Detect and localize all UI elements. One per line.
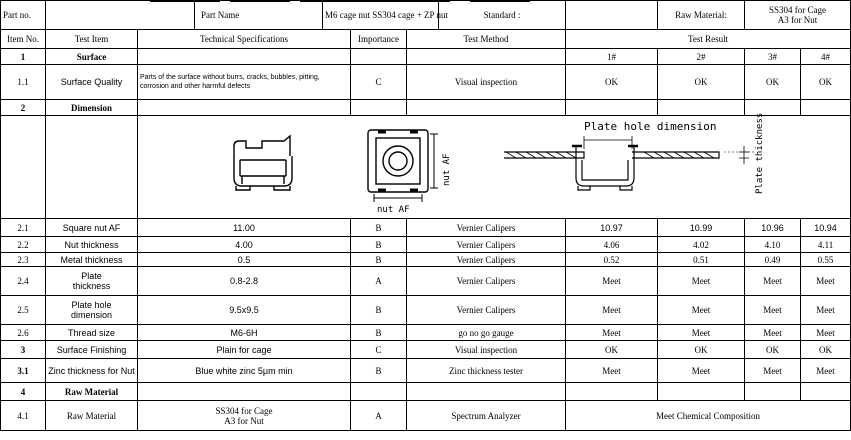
result-cell: 10.94 [801, 219, 851, 237]
result-cell: 10.96 [745, 219, 801, 237]
importance: B [351, 296, 407, 325]
tech-spec: 9.5x9.5 [138, 296, 351, 325]
part-name-label: Part Name [195, 1, 323, 30]
section-dimension-row [1, 100, 851, 116]
test-method: Visual inspection [407, 341, 566, 359]
result-cell: Meet [745, 267, 801, 296]
front-view [368, 130, 438, 202]
item-no: 3.1 [1, 359, 46, 383]
test-item-line: Plate hole [71, 300, 112, 310]
section-no: 2 [1, 100, 46, 116]
tech-spec: M6-6H [138, 325, 351, 341]
item-no: 3 [1, 341, 46, 359]
result-cell: 10.97 [566, 219, 658, 237]
result-cell: 4.02 [658, 237, 745, 253]
test-item-line: Plate [81, 271, 102, 281]
raw-material-nut: A3 for Nut [777, 15, 818, 25]
plate-section-view [504, 136, 754, 190]
item-no: 2.3 [1, 253, 46, 267]
item-no: 2.1 [1, 219, 46, 237]
test-item [46, 267, 138, 296]
section-raw-material-row [1, 383, 851, 401]
test-method: Vernier Calipers [407, 253, 566, 267]
tech-spec: 0.5 [138, 253, 351, 267]
table-row [1, 253, 851, 267]
result-cell: Meet [658, 296, 745, 325]
sample-header: 4# [801, 49, 851, 65]
test-item-line: dimension [70, 310, 113, 320]
item-no: 2.5 [1, 296, 46, 325]
cropped-title-strip [0, 0, 800, 6]
result-cell: Meet [658, 267, 745, 296]
importance: B [351, 219, 407, 237]
plate-thickness-label: Plate thickness [754, 112, 765, 194]
item-no: 2.2 [1, 237, 46, 253]
result-cell: Meet [566, 325, 658, 341]
section-surface-row [1, 49, 851, 65]
col-item-no: Item No. [1, 30, 46, 49]
result-cell: Meet [658, 359, 745, 383]
test-item: Metal thickness [46, 253, 138, 267]
test-item: Nut thickness [46, 237, 138, 253]
result-cell: Meet [566, 296, 658, 325]
tech-spec: 0.8-2.8 [138, 267, 351, 296]
importance: C [351, 341, 407, 359]
importance: B [351, 359, 407, 383]
result-cell: Meet [801, 325, 851, 341]
test-item: Zinc thickness for Nut [46, 359, 138, 383]
test-item: Thread size [46, 325, 138, 341]
result-cell: OK [566, 341, 658, 359]
test-method: Vernier Calipers [407, 267, 566, 296]
importance: B [351, 253, 407, 267]
importance: B [351, 325, 407, 341]
result-cell: OK [745, 65, 801, 100]
table-row [1, 401, 851, 431]
test-method: Vernier Calipers [407, 219, 566, 237]
tech-spec: Plain for cage [138, 341, 351, 359]
item-no: 2.4 [1, 267, 46, 296]
sample-header: 1# [566, 49, 658, 65]
tech-spec: Blue white zinc 5μm min [138, 359, 351, 383]
raw-material-cage: SS304 for Cage [769, 5, 827, 15]
table-row [1, 341, 851, 359]
col-test-result: Test Result [566, 30, 851, 49]
table-row [1, 267, 851, 296]
result-cell: OK [801, 65, 851, 100]
table-row [1, 359, 851, 383]
result-cell: 10.99 [658, 219, 745, 237]
result-cell: 0.49 [745, 253, 801, 267]
result-cell: OK [566, 65, 658, 100]
col-test-method: Test Method [407, 30, 566, 49]
part-no-label: Part no. [1, 1, 46, 30]
importance: A [351, 401, 407, 431]
section-title: Raw Material [46, 383, 138, 401]
standard-label: Standard : [439, 1, 566, 30]
result-cell: OK [801, 341, 851, 359]
table-row [1, 237, 851, 253]
side-view [234, 136, 292, 190]
result-cell: OK [658, 341, 745, 359]
test-method: go no go gauge [407, 325, 566, 341]
importance: C [351, 65, 407, 100]
test-method: Vernier Calipers [407, 237, 566, 253]
result-cell: 4.11 [801, 237, 851, 253]
section-no: 1 [1, 49, 46, 65]
test-item-line: thickness [72, 281, 111, 291]
item-no: 1.1 [1, 65, 46, 100]
nut-af-label-bottom: nut AF [376, 205, 410, 215]
tech-spec [138, 401, 351, 431]
table-row [1, 65, 851, 100]
result-cell: Meet Chemical Composition [566, 401, 851, 431]
result-cell: 0.52 [566, 253, 658, 267]
result-cell: 4.06 [566, 237, 658, 253]
sample-header: 3# [745, 49, 801, 65]
col-importance: Importance [351, 30, 407, 49]
test-item [46, 296, 138, 325]
importance: A [351, 267, 407, 296]
result-cell: 0.55 [801, 253, 851, 267]
tech-spec-line: SS304 for Cage [215, 405, 273, 416]
test-method: Zinc thickness tester [407, 359, 566, 383]
item-no: 2.6 [1, 325, 46, 341]
result-cell: Meet [801, 267, 851, 296]
column-header-row [1, 30, 851, 49]
tech-spec: 11.00 [138, 219, 351, 237]
raw-material-label: Raw Material: [658, 1, 745, 30]
result-cell: Meet [745, 359, 801, 383]
plate-hole-label: Plate hole dimension [583, 120, 716, 133]
result-cell: Meet [658, 325, 745, 341]
section-no: 4 [1, 383, 46, 401]
result-cell: Meet [745, 296, 801, 325]
tech-spec: 4.00 [138, 237, 351, 253]
item-no: 4.1 [1, 401, 46, 431]
section-title: Dimension [46, 100, 138, 116]
result-cell: Meet [566, 267, 658, 296]
cage-nut-drawing [164, 112, 825, 216]
result-cell: Meet [801, 296, 851, 325]
table-row [1, 296, 851, 325]
test-item: Raw Material [46, 401, 138, 431]
col-tech-spec: Technical Specifications [138, 30, 351, 49]
importance: B [351, 237, 407, 253]
result-cell: Meet [801, 359, 851, 383]
part-name-value: M6 cage nut SS304 cage + ZP nut [323, 1, 439, 30]
result-cell: OK [745, 341, 801, 359]
test-item: Surface Quality [46, 65, 138, 100]
tech-spec-line: A3 for Nut [224, 415, 264, 426]
table-row [1, 219, 851, 237]
test-method: Visual inspection [407, 65, 566, 100]
sample-header: 2# [658, 49, 745, 65]
result-cell: 4.10 [745, 237, 801, 253]
result-cell: 0.51 [658, 253, 745, 267]
test-method: Spectrum Analyzer [407, 401, 566, 431]
test-method: Vernier Calipers [407, 296, 566, 325]
tech-spec: Parts of the surface without burrs, cracks, bubbles, pitting, corrosion and other harmful defects [138, 65, 351, 100]
drawing-row [1, 116, 851, 219]
result-cell: OK [658, 65, 745, 100]
result-cell: Meet [745, 325, 801, 341]
result-cell: Meet [566, 359, 658, 383]
table-row [1, 325, 851, 341]
col-test-item: Test Item [46, 30, 138, 49]
test-item: Square nut AF [46, 219, 138, 237]
nut-af-label-side: nut AF [441, 153, 452, 186]
section-title: Surface [46, 49, 138, 65]
dimension-drawing [138, 112, 851, 219]
test-item: Surface Finishing [46, 341, 138, 359]
